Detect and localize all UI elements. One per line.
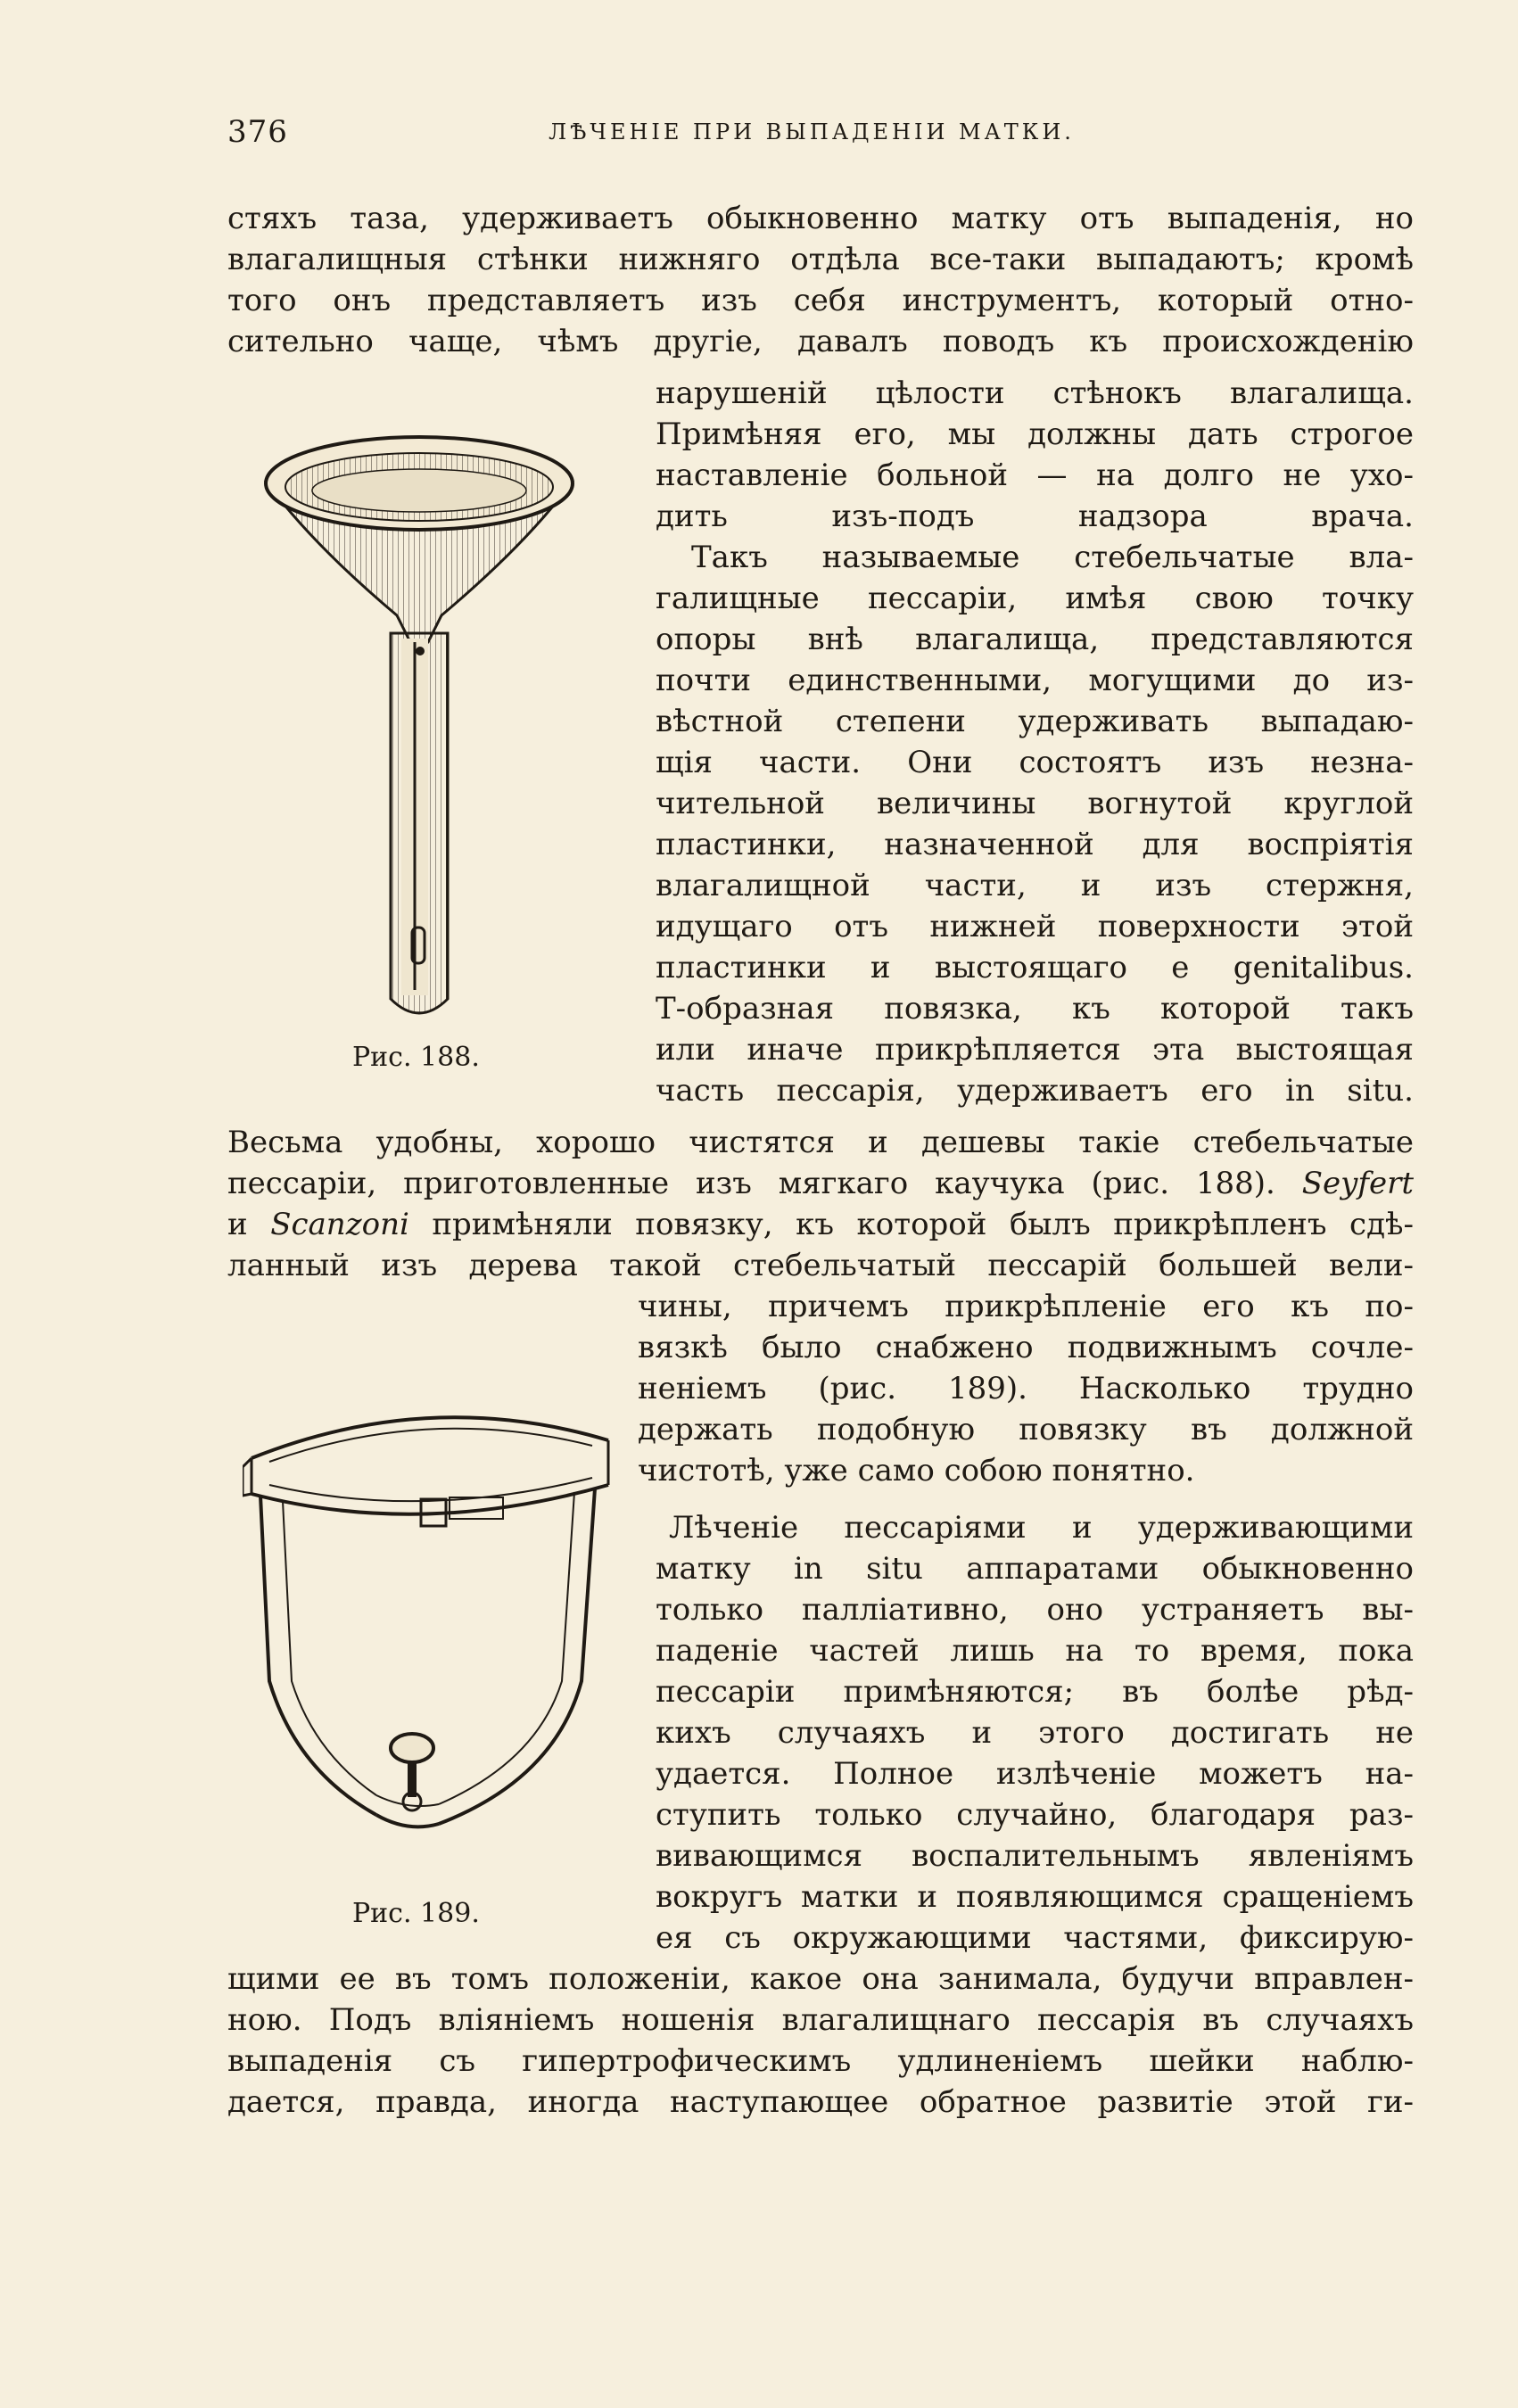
figure-188-caption: Рис. 188. bbox=[352, 1042, 480, 1073]
text-line: только палліативно, оно устраняетъ вы- bbox=[656, 1592, 1414, 1628]
text-line: кихъ случаяхъ и этого достигать не bbox=[656, 1715, 1414, 1751]
text-line: почти единственными, могущими до из- bbox=[656, 663, 1414, 698]
figure-189-caption: Рис. 189. bbox=[352, 1898, 480, 1929]
text-line: идущаго отъ нижней поверхности этой bbox=[656, 909, 1414, 944]
text-line: Лѣченіе пессаріями и удерживающими bbox=[669, 1510, 1414, 1546]
text-line: ною. Подъ вліяніемъ ношенія влагалищнаго пессарія въ случаяхъ bbox=[227, 2002, 1414, 2038]
text-line: пессаріи, приготовленные изъ мягкаго каучука (рис. 188). Seyfert bbox=[227, 1166, 1414, 1201]
page-header bbox=[227, 114, 1396, 150]
text-line: пластинки и выстоящаго е genitalibus. bbox=[656, 950, 1414, 985]
text-line: стяхъ таза, удерживаетъ обыкновенно матку отъ выпаденія, но bbox=[227, 201, 1414, 236]
page-number: 376 bbox=[227, 114, 288, 150]
text-line: удается. Полное излѣченіе можетъ на- bbox=[656, 1756, 1414, 1792]
text-line: галищные пессаріи, имѣя свою точку bbox=[656, 581, 1414, 616]
text-line: пластинки, назначенной для воспріятія bbox=[656, 827, 1414, 862]
text-line: наставленіе больной — на долго не ухо- bbox=[656, 458, 1414, 493]
text-line: Весьма удобны, хорошо чистятся и дешевы такіе стебельчатые bbox=[227, 1125, 1414, 1160]
text-line: вивающимся воспалительнымъ явленіямъ bbox=[656, 1838, 1414, 1874]
text-line: Примѣняя его, мы должны дать строгое bbox=[656, 416, 1414, 452]
text-line: чистотѣ, уже само собою понятно. bbox=[638, 1453, 1195, 1489]
author-name-scanzoni: Scanzoni bbox=[270, 1207, 409, 1242]
text-line: матку in situ аппаратами обыкновенно bbox=[656, 1551, 1414, 1587]
text-line: ея съ окружающими частями, фиксирую- bbox=[656, 1920, 1414, 1956]
text-line: вокругъ матки и появляющимся сращеніемъ bbox=[656, 1879, 1414, 1915]
text-line: дить изъ-подъ надзора врача. bbox=[656, 499, 1414, 534]
text-line: ступить только случайно, благодаря раз- bbox=[656, 1797, 1414, 1833]
author-name-seyfert: Seyfert bbox=[1301, 1166, 1414, 1201]
running-title: ЛѢЧЕНІЕ ПРИ ВЫПАДЕНІИ МАТКИ. bbox=[549, 120, 1075, 144]
text-line: опоры внѣ влагалища, представляются bbox=[656, 622, 1414, 657]
text-line: выпаденія съ гипертрофическимъ удлиненіемъ шейки наблю- bbox=[227, 2043, 1414, 2079]
text-line: пессаріи примѣняются; въ болѣе рѣд- bbox=[656, 1674, 1414, 1710]
figure-189-illustration bbox=[243, 1396, 617, 1877]
text-line: щія части. Они состоятъ изъ незна- bbox=[656, 745, 1414, 780]
text-line: неніемъ (рис. 189). Насколько трудно bbox=[638, 1371, 1414, 1406]
text-line: вязкѣ было снабжено подвижнымъ сочле- bbox=[638, 1330, 1414, 1365]
figure-188-illustration bbox=[259, 428, 580, 1035]
text-line: часть пессарія, удерживаетъ его in situ. bbox=[656, 1073, 1414, 1109]
text-line: чины, причемъ прикрѣпленіе его къ по- bbox=[638, 1289, 1414, 1324]
text-line: держать подобную повязку въ должной bbox=[638, 1412, 1414, 1447]
text-line: Т-образная повязка, къ которой такъ bbox=[656, 991, 1414, 1027]
text-line: ланный изъ дерева такой стебельчатый пессарій большей вели- bbox=[227, 1248, 1414, 1283]
text-line: вѣстной степени удерживать выпадаю- bbox=[656, 704, 1414, 739]
text-line: и Scanzoni примѣняли повязку, къ которой былъ прикрѣпленъ сдѣ- bbox=[227, 1207, 1414, 1242]
text-line: того онъ представляетъ изъ себя инструментъ, который отно- bbox=[227, 283, 1414, 318]
text-line: или иначе прикрѣпляется эта выстоящая bbox=[656, 1032, 1414, 1068]
text-line: влагалищной части, и изъ стержня, bbox=[656, 868, 1414, 903]
text-line: паденіе частей лишь на то время, пока bbox=[656, 1633, 1414, 1669]
text-line: сительно чаще, чѣмъ другіе, давалъ поводъ къ происхожденію bbox=[227, 324, 1414, 359]
text-line: нарушеній цѣлости стѣнокъ влагалища. bbox=[656, 375, 1414, 411]
text-line: чительной величины вогнутой круглой bbox=[656, 786, 1414, 821]
text-line: влагалищныя стѣнки нижняго отдѣла все-таки выпадаютъ; кромѣ bbox=[227, 242, 1414, 277]
text-line: дается, правда, иногда наступающее обратное развитіе этой ги- bbox=[227, 2084, 1414, 2120]
text-line: щими ее въ томъ положеніи, какое она занимала, будучи вправлен- bbox=[227, 1961, 1414, 1997]
text-line: Такъ называемые стебельчатые вла- bbox=[691, 540, 1414, 575]
